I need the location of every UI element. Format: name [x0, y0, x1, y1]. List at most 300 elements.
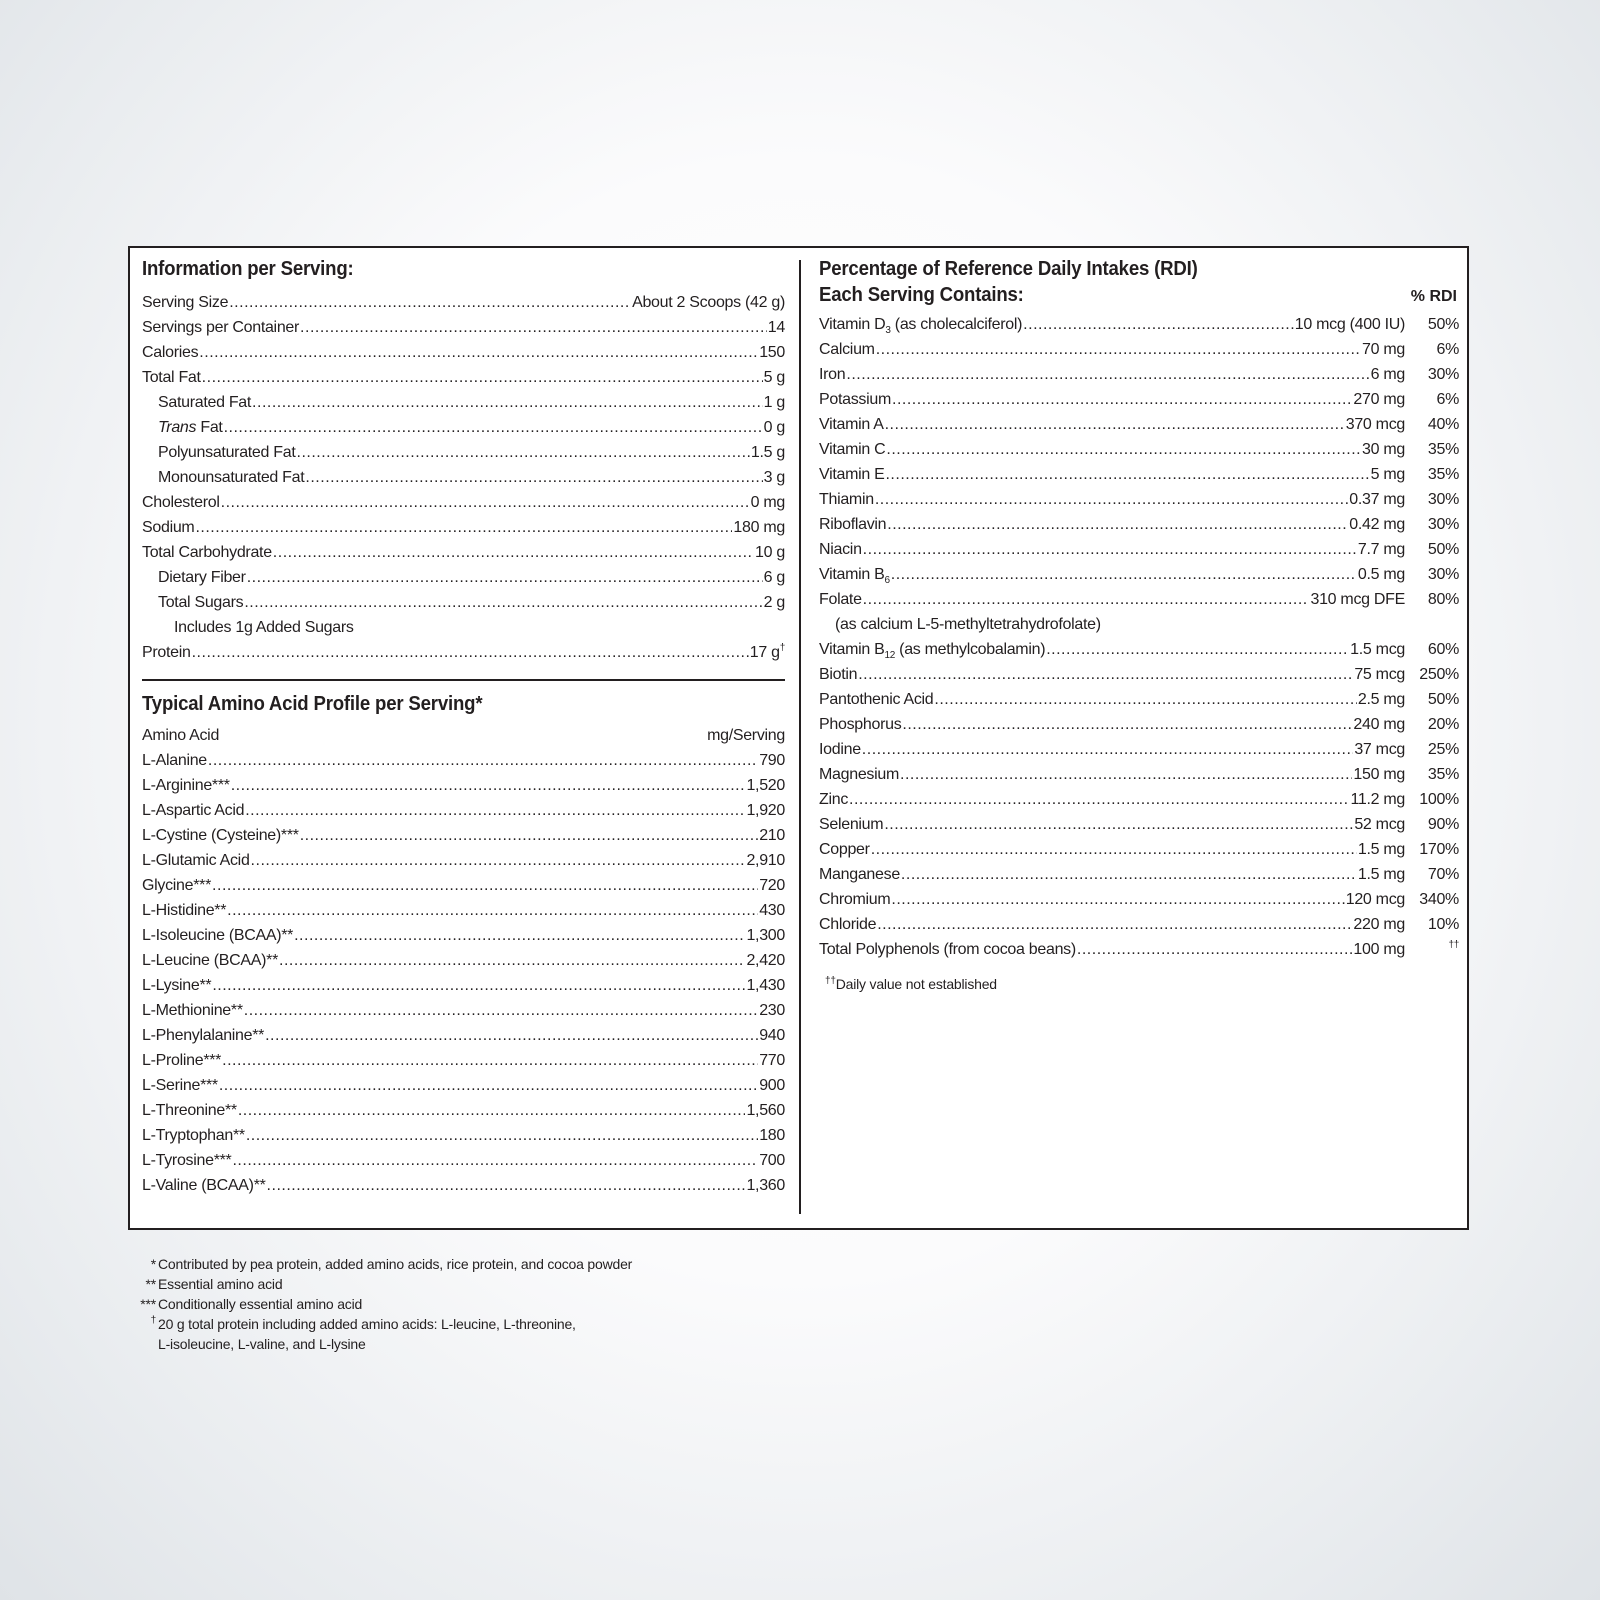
footnote-mark: †: [150, 1315, 156, 1326]
rdi-amount: 100 mg: [1353, 941, 1405, 958]
leader-dots: [877, 912, 1352, 937]
info-value-text: 2 g: [763, 594, 785, 611]
leader-dots: [863, 537, 1357, 562]
rdi-row: [819, 337, 1459, 362]
rdi-percent: [1405, 587, 1459, 612]
rdi-label-sub: 12: [884, 650, 896, 662]
info-row: [142, 365, 785, 390]
info-value-text: 10 g: [755, 544, 785, 561]
rdi-percent: [1405, 737, 1459, 762]
info-label-text: Cholesterol: [142, 494, 220, 511]
rdi-label: [819, 937, 1076, 962]
amino-value: 720: [759, 877, 785, 894]
rdi-label: [819, 537, 862, 562]
amino-value: 790: [759, 752, 785, 769]
rdi-row: [819, 312, 1459, 337]
info-value-text: 0 mg: [750, 494, 785, 511]
rdi-label-text: Manganese: [819, 866, 900, 883]
leader-dots: [900, 762, 1352, 787]
rdi-label-sub: 3: [885, 325, 891, 337]
info-label: [142, 340, 198, 365]
info-label: [142, 315, 299, 340]
rdi-row: [819, 712, 1459, 737]
rdi-label-after: (as cholecalciferol): [890, 316, 1023, 333]
info-row: [142, 465, 785, 490]
rdi-amount: 220 mg: [1353, 916, 1405, 933]
leader-dots: [901, 862, 1357, 887]
rdi-label: [819, 562, 890, 587]
rdi-amount: 120 mcg: [1345, 891, 1405, 908]
leader-dots: [887, 512, 1348, 537]
rdi-label-text: Iron: [819, 366, 846, 383]
amino-row: [142, 923, 785, 948]
info-value-text: About 2 Scoops (42 g): [632, 294, 785, 311]
rdi-label-text: Iodine: [819, 741, 861, 758]
info-value-text: 180 mg: [733, 519, 785, 536]
leader-dots: [902, 712, 1352, 737]
rdi-percent: [1405, 537, 1459, 562]
leader-dots: [229, 290, 631, 315]
info-row: [142, 490, 785, 515]
rdi-row: [819, 812, 1459, 837]
leader-dots: [876, 337, 1361, 362]
amino-value: 230: [759, 1002, 785, 1019]
info-label: [142, 490, 220, 515]
rdi-amount: 52 mcg: [1354, 816, 1405, 833]
rdi-percent: [1405, 787, 1459, 812]
info-value: [764, 390, 785, 415]
info-row: [142, 390, 785, 415]
rdi-percent: [1405, 562, 1459, 587]
amino-rows: [142, 748, 785, 1198]
rdi-amount: 1.5 mg: [1357, 841, 1405, 858]
footnote: [132, 1294, 632, 1314]
leader-dots: [871, 837, 1357, 862]
amino-value: 430: [759, 902, 785, 919]
leader-dots: [875, 487, 1348, 512]
rdi-amount: 270 mg: [1353, 391, 1405, 408]
amino-value: 1,920: [746, 802, 785, 819]
info-label-text: Serving Size: [142, 294, 229, 311]
rdi-row: [819, 762, 1459, 787]
rdi-amount: 1.5 mg: [1357, 866, 1405, 883]
info-value: [764, 465, 785, 490]
rdi-amount: 6 mg: [1370, 366, 1405, 383]
amino-row: [142, 1148, 785, 1173]
rdi-row: [819, 912, 1459, 937]
amino-value: 1,560: [746, 1102, 785, 1119]
leader-dots: [224, 415, 763, 440]
leader-dots: [884, 812, 1353, 837]
leader-dots: [202, 365, 763, 390]
amino-label: L-Isoleucine (BCAA)**: [142, 927, 294, 944]
rdi-header-row: [819, 282, 1459, 312]
footnotes: [132, 1254, 632, 1354]
info-value-text: 150: [759, 344, 785, 361]
rdi-label: [819, 687, 933, 712]
info-row: [142, 590, 785, 615]
amino-value: 210: [759, 827, 785, 844]
leader-dots: [221, 490, 750, 515]
amino-value: 2,910: [746, 852, 785, 869]
rdi-percent-text: 250%: [1419, 666, 1459, 683]
leader-dots: [252, 390, 763, 415]
rdi-label-after: (as methylcobalamin): [895, 641, 1046, 658]
leader-dots: [244, 998, 758, 1023]
rdi-percent: [1405, 687, 1459, 712]
info-per-serving-title: Information per Serving:: [142, 258, 354, 280]
rdi-label-text: Folate: [819, 591, 862, 608]
info-label: [142, 365, 201, 390]
amino-value: 1,300: [746, 927, 785, 944]
info-label: [158, 565, 246, 590]
rdi-label: [819, 812, 883, 837]
rdi-label-text: Phosphorus: [819, 716, 902, 733]
amino-row: [142, 1048, 785, 1073]
rdi-row: [819, 737, 1459, 762]
amino-row: [142, 973, 785, 998]
rdi-percent-text: 80%: [1427, 591, 1459, 608]
info-row: [142, 340, 785, 365]
leader-dots: [1046, 637, 1349, 662]
rdi-row: [819, 512, 1459, 537]
leader-dots: [212, 973, 745, 998]
info-row: [142, 615, 785, 640]
leader-dots: [846, 362, 1369, 387]
leader-dots: [246, 1123, 758, 1148]
info-row: [142, 640, 785, 665]
rdi-label: [819, 487, 874, 512]
info-label-text: Polyunsaturated Fat: [158, 444, 296, 461]
leader-dots: [244, 590, 762, 615]
rdi-percent: [1405, 862, 1459, 887]
info-label: [158, 440, 296, 465]
rdi-percent: [1405, 712, 1459, 737]
amino-row: [142, 1098, 785, 1123]
leader-dots: [1077, 937, 1353, 962]
info-value: [733, 515, 785, 540]
rdi-amount: 2.5 mg: [1357, 691, 1405, 708]
leader-dots: [885, 462, 1369, 487]
amino-label: Glycine***: [142, 877, 212, 894]
rdi-amount: 11.2 mg: [1350, 791, 1405, 808]
rdi-percent-text: 170%: [1419, 841, 1459, 858]
info-label: [158, 590, 243, 615]
amino-row: [142, 798, 785, 823]
rdi-label: [819, 512, 886, 537]
daily-value-note: [819, 976, 1459, 992]
info-label-italic: Trans: [158, 419, 197, 436]
leader-dots: [195, 515, 732, 540]
rdi-percent-text: 100%: [1419, 791, 1459, 808]
leader-dots: [297, 440, 750, 465]
rdi-title: Percentage of Reference Daily Intakes (RDI): [819, 258, 1198, 280]
amino-profile-title: Typical Amino Acid Profile per Serving*: [142, 693, 483, 715]
info-label-text: Monounsaturated Fat: [158, 469, 305, 486]
rdi-label: [819, 887, 890, 912]
leader-dots: [267, 1173, 746, 1198]
amino-label: L-Tryptophan**: [142, 1127, 245, 1144]
rdi-label-text: Thiamin: [819, 491, 874, 508]
rdi-label-text: Chromium: [819, 891, 891, 908]
dagger-mark: †: [779, 642, 785, 654]
amino-label: L-Serine***: [142, 1077, 218, 1094]
rdi-row: [819, 887, 1459, 912]
rdi-percent-text: 20%: [1427, 716, 1459, 733]
rdi-label: [819, 337, 875, 362]
rdi-percent: [1405, 362, 1459, 387]
info-row: [142, 440, 785, 465]
rdi-label-text: Potassium: [819, 391, 891, 408]
leader-dots: [222, 1048, 758, 1073]
amino-label: L-Cystine (Cysteine)***: [142, 827, 299, 844]
footnote-mark: ***: [140, 1296, 156, 1312]
info-label-text: Saturated Fat: [158, 394, 252, 411]
footnote: [132, 1254, 632, 1274]
amino-row: [142, 898, 785, 923]
rdi-amount: 0.37 mg: [1349, 491, 1405, 508]
amino-label: L-Glutamic Acid: [142, 852, 250, 869]
rdi-label: [819, 637, 1045, 662]
amino-value: 900: [759, 1077, 785, 1094]
info-row: [142, 415, 785, 440]
rdi-amount: 30 mg: [1362, 441, 1405, 458]
leader-dots: [212, 873, 758, 898]
info-value: [764, 365, 785, 390]
rdi-row: [819, 537, 1459, 562]
amino-value: 1,520: [746, 777, 785, 794]
rdi-amount: 10 mcg (400 IU): [1294, 316, 1405, 333]
section-divider: [142, 679, 785, 681]
amino-value: 1,430: [746, 977, 785, 994]
rdi-row: [819, 637, 1459, 662]
rdi-label: [819, 462, 884, 487]
rdi-amount: 75 mcg: [1354, 666, 1405, 683]
rdi-amount: 1.5 mcg: [1350, 641, 1405, 658]
rdi-percent-text: 50%: [1427, 691, 1459, 708]
leader-dots: [300, 823, 758, 848]
amino-column-header: [142, 723, 785, 748]
amino-label: L-Alanine: [142, 752, 207, 769]
rdi-label: [819, 437, 885, 462]
info-value: [759, 340, 785, 365]
rdi-amount: 310 mcg DFE: [1310, 591, 1405, 608]
footnote-mark: **: [145, 1276, 156, 1292]
footnote-mark: *: [150, 1256, 156, 1272]
leader-dots: [245, 798, 745, 823]
footnote-text: Conditionally essential amino acid: [158, 1296, 363, 1312]
rdi-amount: 70 mg: [1362, 341, 1405, 358]
amino-row: [142, 948, 785, 973]
rdi-amount: 5 mg: [1370, 466, 1405, 483]
info-value: [632, 290, 785, 315]
rdi-percent-text: 60%: [1427, 641, 1459, 658]
amino-label: L-Methionine**: [142, 1002, 243, 1019]
rdi-label: [819, 712, 901, 737]
info-value: [751, 490, 785, 515]
rdi-percent-text: 90%: [1427, 816, 1459, 833]
info-label-text: Dietary Fiber: [158, 569, 246, 586]
rdi-label: [819, 412, 884, 437]
dv-mark: ††: [825, 975, 836, 987]
info-label-text: Total Carbohydrate: [142, 544, 272, 561]
amino-row: [142, 748, 785, 773]
rdi-label-text: Pantothenic Acid: [819, 691, 934, 708]
rdi-amount: 370 mcg: [1345, 416, 1405, 433]
rdi-percent: [1405, 337, 1459, 362]
info-label: [142, 640, 191, 665]
amino-value: 770: [759, 1052, 785, 1069]
rdi-amount: 37 mcg: [1354, 741, 1405, 758]
leader-dots: [231, 773, 746, 798]
info-value-text: 14: [767, 319, 785, 336]
rdi-percent: [1405, 387, 1459, 412]
rdi-percent-text: 6%: [1436, 341, 1459, 358]
info-value: [764, 565, 785, 590]
rdi-amount: 150 mg: [1353, 766, 1405, 783]
rdi-percent: [1405, 512, 1459, 537]
rdi-label-text: Vitamin B: [819, 566, 885, 583]
rdi-row: [819, 787, 1459, 812]
amino-row: [142, 823, 785, 848]
rdi-row: [819, 412, 1459, 437]
rdi-percent-text: 25%: [1427, 741, 1459, 758]
info-value-text: 6 g: [763, 569, 785, 586]
leader-dots: [199, 340, 758, 365]
rdi-percent: [1405, 887, 1459, 912]
amino-label: L-Threonine**: [142, 1102, 237, 1119]
rdi-percent-text: 340%: [1419, 891, 1459, 908]
rdi-label-text: Niacin: [819, 541, 862, 558]
leader-dots: [862, 737, 1354, 762]
rdi-label: [819, 387, 891, 412]
rdi-percent-text: 70%: [1427, 866, 1459, 883]
amino-value: 700: [759, 1152, 785, 1169]
info-rows: [142, 290, 785, 665]
amino-row: [142, 1123, 785, 1148]
info-label-text: Servings per Container: [142, 319, 300, 336]
rdi-row: [819, 687, 1459, 712]
amino-value: 940: [759, 1027, 785, 1044]
info-row: [142, 515, 785, 540]
rdi-label: [819, 587, 862, 612]
amino-row: [142, 1073, 785, 1098]
rdi-percent: [1405, 437, 1459, 462]
rdi-percent-text: 30%: [1427, 516, 1459, 533]
info-label-text: Sodium: [142, 519, 195, 536]
leader-dots: [849, 787, 1349, 812]
leader-dots: [227, 898, 758, 923]
rdi-amount: 0.42 mg: [1349, 516, 1405, 533]
rdi-label-text: Calcium: [819, 341, 875, 358]
rdi-percent: [1405, 912, 1459, 937]
rdi-row: [819, 662, 1459, 687]
rdi-percent: [1405, 762, 1459, 787]
info-value-text: 0 g: [763, 419, 785, 436]
amino-row: [142, 1173, 785, 1198]
amino-label: L-Proline***: [142, 1052, 222, 1069]
rdi-label-text: Vitamin E: [819, 466, 885, 483]
rdi-label-sub: 6: [884, 575, 890, 587]
rdi-row: [819, 462, 1459, 487]
rdi-row: [819, 937, 1459, 962]
info-row: [142, 315, 785, 340]
amino-value: 180: [759, 1127, 785, 1144]
info-value: [751, 440, 785, 465]
rdi-percent-text: 6%: [1436, 391, 1459, 408]
leader-dots: [279, 948, 745, 973]
leader-dots: [891, 562, 1357, 587]
pct-rdi-header: % RDI: [1410, 288, 1457, 305]
rdi-percent: [1405, 662, 1459, 687]
rdi-percent: [1405, 462, 1459, 487]
rdi-percent: [1405, 312, 1459, 337]
rdi-percent-text: 10%: [1427, 916, 1459, 933]
dv-note-text: Daily value not established: [835, 976, 997, 992]
info-label: [158, 465, 304, 490]
rdi-percent: [1405, 412, 1459, 437]
rdi-label-text: Vitamin A: [819, 416, 884, 433]
rdi-label-text: Biotin: [819, 666, 858, 683]
info-value-text: 5 g: [763, 369, 785, 386]
leader-dots: [247, 565, 763, 590]
amino-label: L-Histidine**: [142, 902, 227, 919]
amino-label: L-Leucine (BCAA)**: [142, 952, 278, 969]
rdi-label: [819, 837, 870, 862]
rdi-percent-text: 30%: [1427, 491, 1459, 508]
rdi-label-text: Vitamin D: [819, 316, 886, 333]
amino-label: L-Aspartic Acid: [142, 802, 245, 819]
rdi-percent: [1405, 637, 1459, 662]
leader-dots: [238, 1098, 746, 1123]
leader-dots: [273, 540, 754, 565]
amino-row: [142, 998, 785, 1023]
rdi-label: [819, 312, 1022, 337]
rdi-percent-text: 30%: [1427, 566, 1459, 583]
leader-dots: [305, 465, 762, 490]
rdi-percent: [1405, 837, 1459, 862]
info-label: [142, 290, 228, 315]
leader-dots: [192, 640, 749, 665]
rdi-label: [819, 787, 848, 812]
rdi-label-text: Chloride: [819, 916, 877, 933]
footnote: [132, 1334, 632, 1354]
rdi-percent-text: 40%: [1427, 416, 1459, 433]
rdi-percent: [1405, 937, 1459, 962]
leader-dots: [300, 315, 767, 340]
leader-dots: [265, 1023, 758, 1048]
rdi-label: [819, 762, 899, 787]
rdi-label: [819, 662, 857, 687]
info-label: [158, 390, 251, 415]
amino-row: [142, 848, 785, 873]
info-row: [142, 565, 785, 590]
info-label-text: Total Sugars: [158, 594, 244, 611]
rdi-label: [819, 362, 845, 387]
supplement-facts-panel: [128, 246, 1469, 1230]
footnote-text: 20 g total protein including added amino acids: L-leucine, L-threonine,: [158, 1316, 576, 1332]
amino-row: [142, 773, 785, 798]
info-value-text: 17 g: [749, 644, 780, 661]
rdi-amount: 7.7 mg: [1357, 541, 1405, 558]
footnote-text: L-isoleucine, L-valine, and L-lysine: [158, 1336, 366, 1352]
info-label-text: Total Fat: [142, 369, 201, 386]
info-value: [768, 315, 785, 340]
rdi-label-text: Total Polyphenols (from cocoa beans): [819, 941, 1076, 958]
rdi-percent-text: 35%: [1427, 441, 1459, 458]
amino-value: 2,420: [746, 952, 785, 969]
right-column: [819, 248, 1459, 992]
